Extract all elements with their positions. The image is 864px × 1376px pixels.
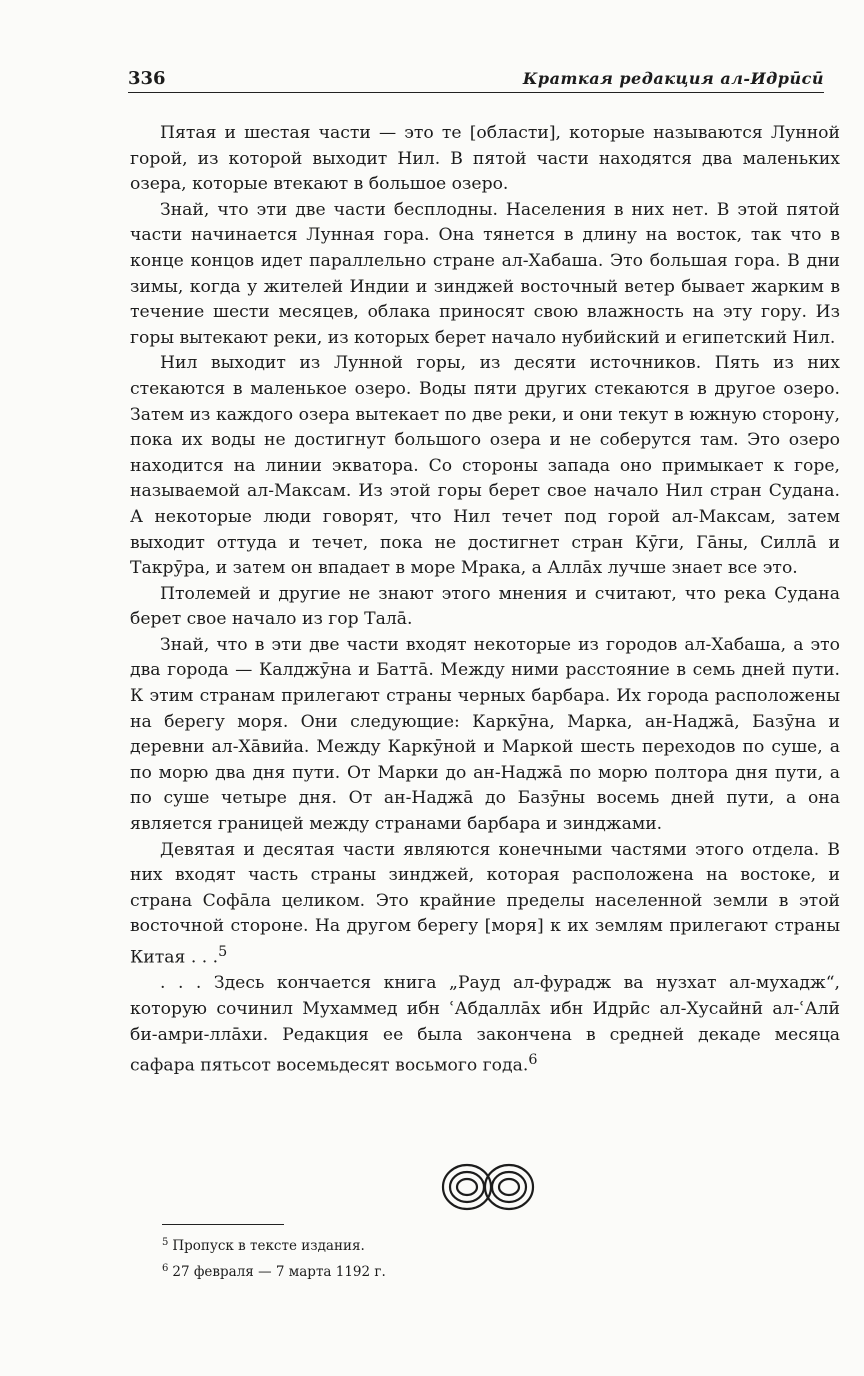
running-title: Краткая редакция ал-Идрӣсӣ	[522, 69, 824, 88]
paragraph	[130, 351, 840, 581]
running-header	[128, 68, 824, 94]
paragraph-text: Нил выходит из Лунной горы, из десяти источников. Пять из них стекаются в маленькое озеро. Воды пяти других стекаются в другое озеро. Затем из каждого озера вытекает по две реки, и они текут в южную сторону, пока их воды не достигнут большого озера и не соберутся там. Это озеро находится на линии экватора. Со стороны запада оно примыкает к горе, называемой ал-Максам. Из этой горы берет свое начало Нил стран Судана. А некоторые люди говорят, что Нил течет под горой ал-Максам, затем выходит оттуда и течет, пока не достигнет стран Кӯги, Гāны, Силлā и Такрӯра, и затем он впадает в море Мрака, а Аллāх лучше знает все это.	[130, 353, 840, 579]
footnote-ref[interactable]: 6	[528, 1052, 538, 1069]
paragraph	[130, 971, 840, 1079]
paragraph	[130, 198, 840, 352]
footnote-mark: 5	[162, 1237, 169, 1248]
paragraph-text: Знай, что эти две части бесплодны. Населения в них нет. В этой пятой части начинается Лунная гора. Она тянется в длину на восток, так что в конце концов идет параллельно стране ал-Хабаша. Это большая гора. В дни зимы, когда у жителей Индии и зинджей восточный ветер бывает жарким в течение шести месяцев, облака приносят свою влажность на эту гору. Из горы вытекают реки, из которых берет начало нубийский и египетский Нил.	[130, 199, 840, 348]
footnote	[162, 1260, 386, 1286]
paragraph	[130, 633, 840, 838]
paragraph	[130, 582, 840, 633]
header-rule	[128, 92, 824, 93]
paragraph	[130, 121, 840, 198]
footnote-ref[interactable]: 5	[218, 944, 228, 960]
paragraph	[130, 838, 840, 972]
interlaced-knot-ornament-icon	[440, 1160, 536, 1214]
paragraph-text: . . . Здесь кончается книга „Рауд ал-фурадж ва нузхат ал-мухадж“, которую сочинил Мухаммед ибн ʿАбдаллāх ибн Идрӣс ал-Хусайнӣ ал-ʿАлӣ би-амри-ллāхи. Редакция ее была закончена в средней декаде месяца сафара пятьсот восемьдесят восьмого года.	[130, 973, 840, 1076]
paragraph-text: Пятая и шестая части — это те [области], которые называются Лунной горой, из которой выходит Нил. В пятой части находятся два маленьких озера, которые втекают в большое озеро.	[130, 123, 840, 195]
footnote-text: 27 февраля — 7 марта 1192 г.	[172, 1264, 386, 1280]
page-number: 336	[128, 68, 166, 89]
footnotes	[162, 1234, 386, 1286]
paragraph-text: Девятая и десятая части являются конечными частями этого отдела. В них входят часть страны зинджей, которая расположена на востоке, и страна Софāла целиком. Это крайние пределы населенной земли в этой восточной стороне. На другом берегу [моря] к их землям прилегают страны Китая . . .	[130, 839, 840, 968]
paragraph-text: Знай, что в эти две части входят некоторые из городов ал-Хабаша, а это два города — Калджӯна и Баттā. Между ними расстояние в семь дней пути. К этим странам прилегают страны черных барбара. Их города расположены на берегу моря. Они следующие: Каркӯна, Марка, ан-Наджā, Базӯна и деревни ал-Хāвийа. Между Каркӯной и Маркой шесть переходов по суше, а по морю два дня пути. От Марки до ан-Наджā по морю полтора дня пути, а по суше четыре дня. От ан-Наджā до Базӯны восемь дней пути, а она является границей между странами барбара и зинджами.	[130, 634, 840, 835]
footnote-mark: 6	[162, 1263, 169, 1274]
body-text	[130, 121, 840, 1079]
footnote-text: Пропуск в тексте издания.	[172, 1238, 365, 1254]
footnote-rule	[162, 1224, 284, 1225]
footnote	[162, 1234, 386, 1260]
paragraph-text: Птолемей и другие не знают этого мнения и считают, что река Судана берет свое начало из гор Талā.	[130, 583, 840, 630]
